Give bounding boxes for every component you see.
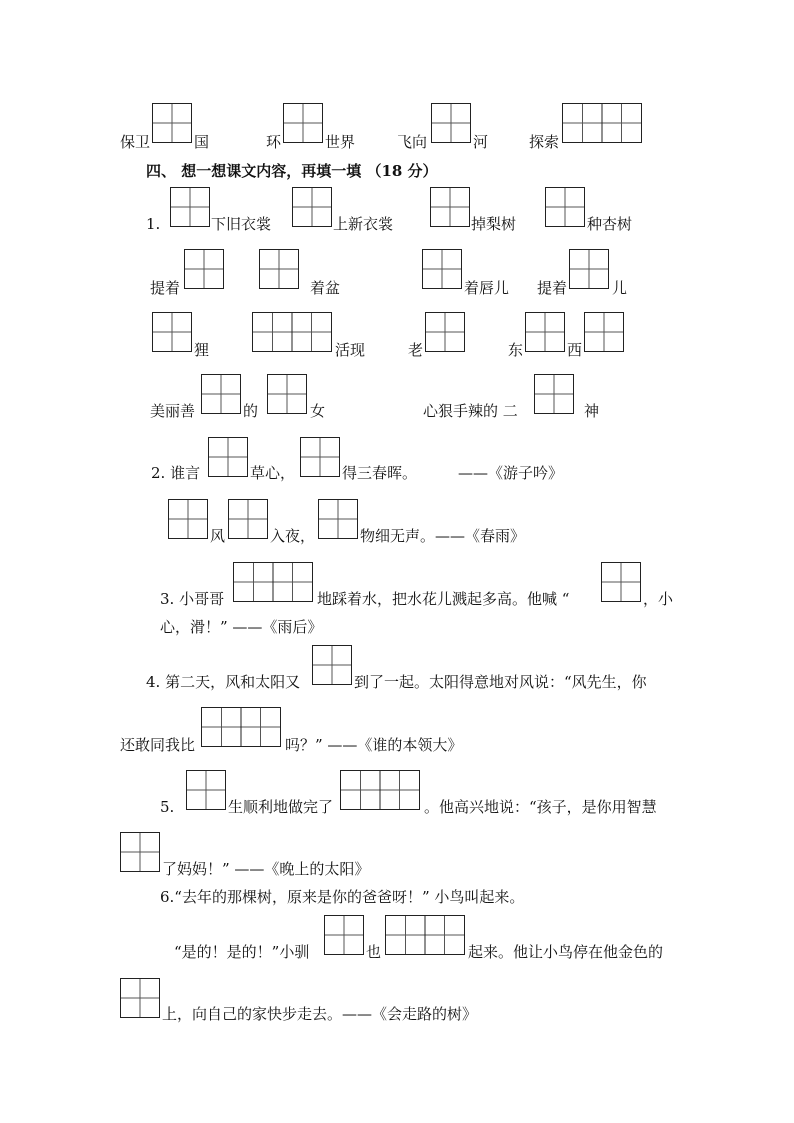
answer-box[interactable] <box>312 645 352 685</box>
answer-box[interactable] <box>525 312 565 352</box>
text: 风 <box>210 527 226 545</box>
answer-box[interactable] <box>422 249 462 289</box>
answer-box[interactable] <box>430 187 470 227</box>
text: 到了一起。太阳得意地对风说：“风先生，你 <box>354 673 647 691</box>
answer-box[interactable] <box>152 312 192 352</box>
answer-box[interactable] <box>300 437 340 477</box>
answer-box[interactable] <box>545 187 585 227</box>
text: 3. 小哥哥 <box>160 590 225 608</box>
text: “是的！是的！”小驯 <box>174 943 310 961</box>
text: 活现 <box>335 341 366 359</box>
text: 西 <box>567 341 583 359</box>
answer-box[interactable] <box>259 249 299 289</box>
section-heading: 四、 想一想课文内容，再填一填 （18 分） <box>146 162 438 180</box>
answer-box[interactable] <box>184 249 224 289</box>
text: 提着 <box>537 279 568 297</box>
text: 起来。他让小鸟停在他金色的 <box>468 943 664 961</box>
text: 2. 谁言 <box>151 464 201 482</box>
text: 东 <box>508 341 524 359</box>
answer-box[interactable] <box>228 499 268 539</box>
answer-box[interactable] <box>267 374 307 414</box>
text: 下旧衣裳 <box>211 215 272 233</box>
answer-box[interactable] <box>431 103 471 143</box>
text: 入夜， <box>270 527 316 545</box>
answer-box[interactable] <box>283 103 323 143</box>
answer-box-double[interactable] <box>340 770 420 810</box>
text: 国 <box>194 133 210 151</box>
text: 地踩着水，把水花儿溅起多高。他喊 “ <box>317 590 570 608</box>
text: ，小 <box>643 590 674 608</box>
answer-box[interactable] <box>569 249 609 289</box>
answer-box[interactable] <box>534 374 574 414</box>
text: 生顺利地做完了 <box>228 798 334 816</box>
answer-box[interactable] <box>601 562 641 602</box>
text: 着唇儿 <box>464 279 510 297</box>
text: 6.“去年的那棵树，原来是你的爸爸呀！” 小鸟叫起来。 <box>160 888 525 906</box>
answer-box-double[interactable] <box>252 312 332 352</box>
answer-box[interactable] <box>168 499 208 539</box>
text: 心，滑！” ——《雨后》 <box>160 618 323 636</box>
text: 世界 <box>325 133 356 151</box>
answer-box[interactable] <box>584 312 624 352</box>
answer-box[interactable] <box>318 499 358 539</box>
answer-box[interactable] <box>152 103 192 143</box>
text: 得三春晖。 <box>342 464 418 482</box>
text: 着盆 <box>310 279 341 297</box>
question-number: 1. <box>146 215 161 233</box>
text: 河 <box>473 133 489 151</box>
question-number: 5. <box>160 798 175 816</box>
text: 美丽善 <box>150 402 196 420</box>
text: 也 <box>366 943 382 961</box>
text: 。他高兴地说：“孩子，是你用智慧 <box>424 798 657 816</box>
answer-box[interactable] <box>425 312 465 352</box>
text: 种杏树 <box>587 215 633 233</box>
answer-box[interactable] <box>186 770 226 810</box>
text: 上，向自己的家快步走去。——《会走路的树》 <box>162 1005 478 1023</box>
text: 心狠手辣的 二 <box>423 402 518 420</box>
text: 神 <box>584 402 600 420</box>
answer-box[interactable] <box>201 374 241 414</box>
answer-box-double[interactable] <box>233 562 313 602</box>
text: 掉梨树 <box>471 215 517 233</box>
answer-box[interactable] <box>120 978 160 1018</box>
text: 吗？” ——《谁的本领大》 <box>285 736 463 754</box>
text: 草心， <box>250 464 296 482</box>
text: 提着 <box>150 279 181 297</box>
text: 环 <box>266 133 282 151</box>
text: 儿 <box>612 279 628 297</box>
text: 4. 第二天，风和太阳又 <box>146 673 301 691</box>
text: 物细无声。——《春雨》 <box>360 527 526 545</box>
text: 飞向 <box>397 133 428 151</box>
text: 狸 <box>194 341 210 359</box>
answer-box-double[interactable] <box>562 103 642 143</box>
answer-box[interactable] <box>170 187 210 227</box>
text: 女 <box>310 402 326 420</box>
answer-box-double[interactable] <box>201 707 281 747</box>
text: ——《游子吟》 <box>458 464 564 482</box>
answer-box[interactable] <box>208 437 248 477</box>
text: 上新衣裳 <box>333 215 394 233</box>
text: 的 <box>243 402 259 420</box>
answer-box[interactable] <box>324 915 364 955</box>
text: 了妈妈！” ——《晚上的太阳》 <box>162 860 370 878</box>
answer-box[interactable] <box>120 832 160 872</box>
answer-box[interactable] <box>292 187 332 227</box>
text: 探索 <box>529 133 560 151</box>
answer-box-double[interactable] <box>385 915 465 955</box>
text: 老 <box>408 341 424 359</box>
text: 还敢同我比 <box>120 736 196 754</box>
text: 保卫 <box>120 133 151 151</box>
